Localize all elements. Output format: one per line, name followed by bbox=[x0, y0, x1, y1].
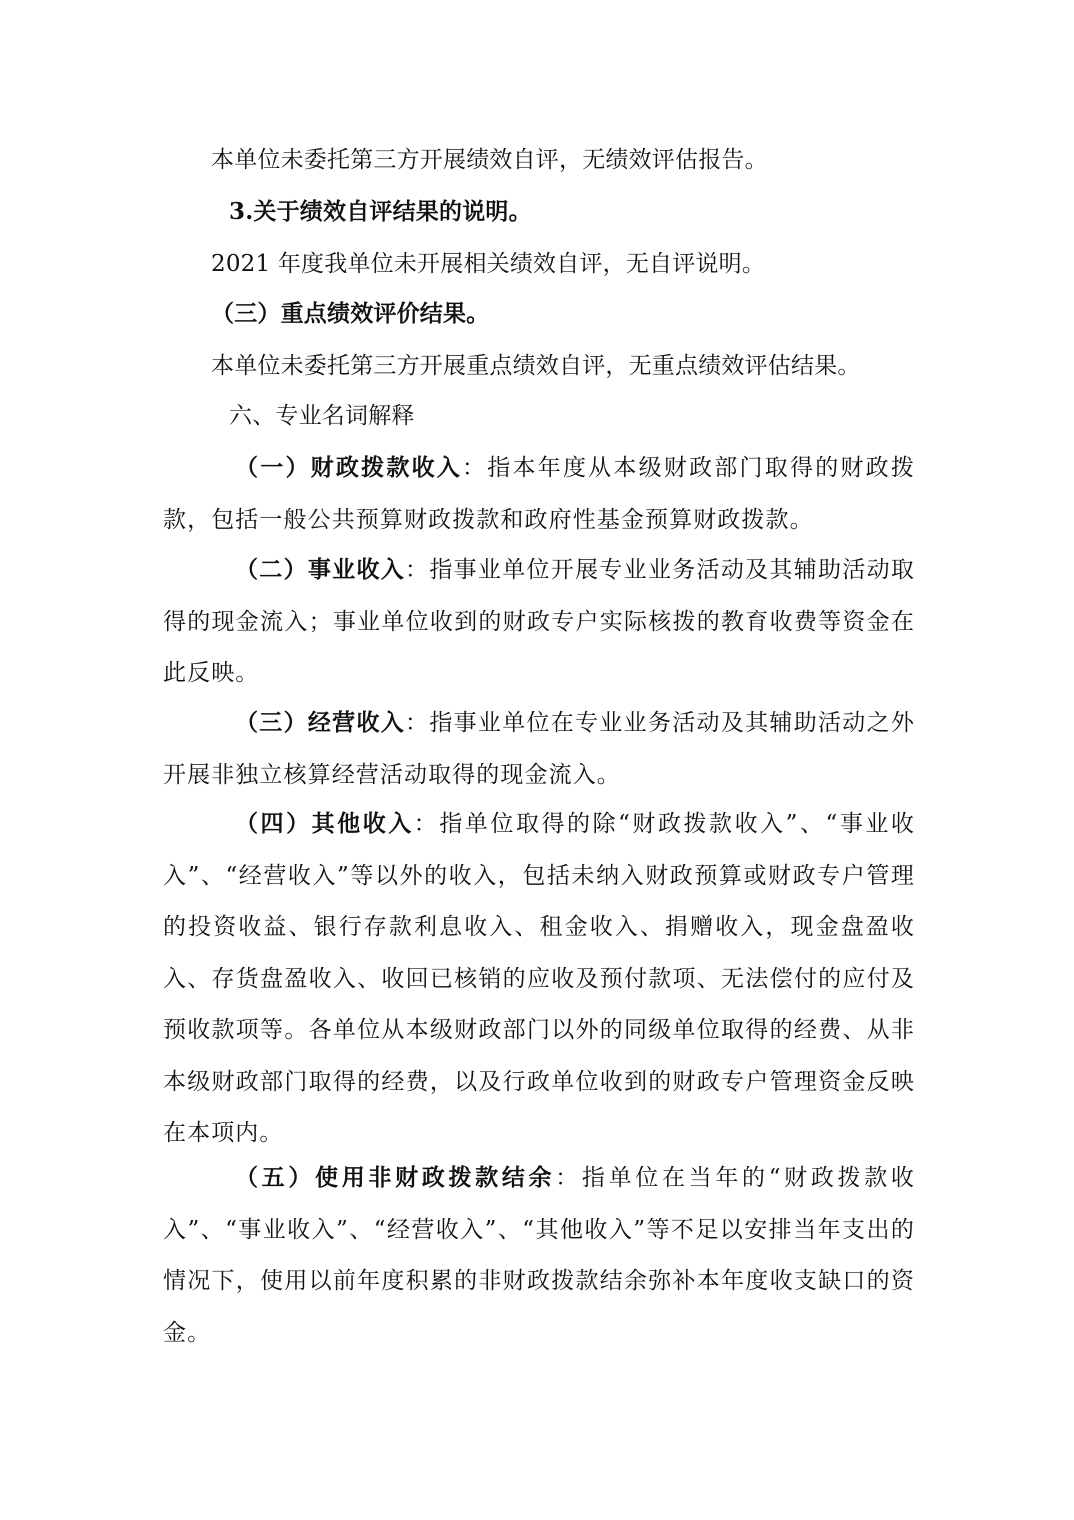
self-eval-result-note: 2021 年度我单位未开展相关绩效自评，无自评说明。 bbox=[211, 251, 766, 277]
glossary-item-operating-income bbox=[163, 697, 915, 801]
glossary-item-non-fiscal-surplus bbox=[163, 1152, 915, 1359]
self-eval-report-note: 本单位未委托第三方开展绩效自评，无绩效评估报告。 bbox=[211, 147, 768, 173]
key-eval-note: 本单位未委托第三方开展重点绩效自评，无重点绩效评估结果。 bbox=[211, 353, 861, 379]
glossary-definition: ：指单位在当年的“财政拨款收入”、“事业收入”、“经营收入”、“其他收入”等不足以安排当年支出的情况下，使用以前年度积累的非财政拨款结余弥补本年度收支缺口的资金。 bbox=[163, 1165, 915, 1346]
glossary-heading: 六、专业名词解释 bbox=[229, 403, 415, 429]
self-eval-result-heading: 3.关于绩效自评结果的说明。 bbox=[229, 198, 532, 225]
glossary-definition: ：指本年度从本级财政部门取得的财政拨款，包括一般公共预算财政拨款和政府性基金预算财政拨款。 bbox=[163, 455, 915, 533]
glossary-definition: ：指事业单位在专业业务活动及其辅助活动之外开展非独立核算经营活动取得的现金流入。 bbox=[163, 710, 915, 788]
glossary-item-other-income bbox=[163, 798, 915, 1160]
glossary-term: （五）使用非财政拨款结余 bbox=[235, 1164, 556, 1191]
glossary-term: （二）事业收入 bbox=[235, 556, 406, 583]
key-eval-heading: （三）重点绩效评价结果。 bbox=[211, 300, 490, 327]
glossary-definition: ：指事业单位开展专业业务活动及其辅助活动取得的现金流入；事业单位收到的财政专户实际核拨的教育收费等资金在此反映。 bbox=[163, 557, 915, 686]
glossary-definition: ：指单位取得的除“财政拨款收入”、“事业收入”、“经营收入”等以外的收入，包括未纳入财政预算或财政专户管理的投资收益、银行存款利息收入、租金收入、捐赠收入，现金盘盈收入、存货盘盈收入、收回已核销的应收及预付款项、无法偿付的应付及预收款项等。各单位从本级财政部门以外的同级单位取得的经费、从非本级财政部门取得的经费，以及行政单位收到的财政专户管理资金反映在本项内。 bbox=[163, 811, 916, 1146]
glossary-term: （四）其他收入 bbox=[235, 810, 414, 837]
glossary-term: （三）经营收入 bbox=[235, 709, 406, 736]
glossary-item-business-income bbox=[163, 544, 915, 700]
glossary-item-fiscal-appropriation bbox=[163, 442, 915, 546]
glossary-term: （一）财政拨款收入 bbox=[235, 454, 463, 481]
